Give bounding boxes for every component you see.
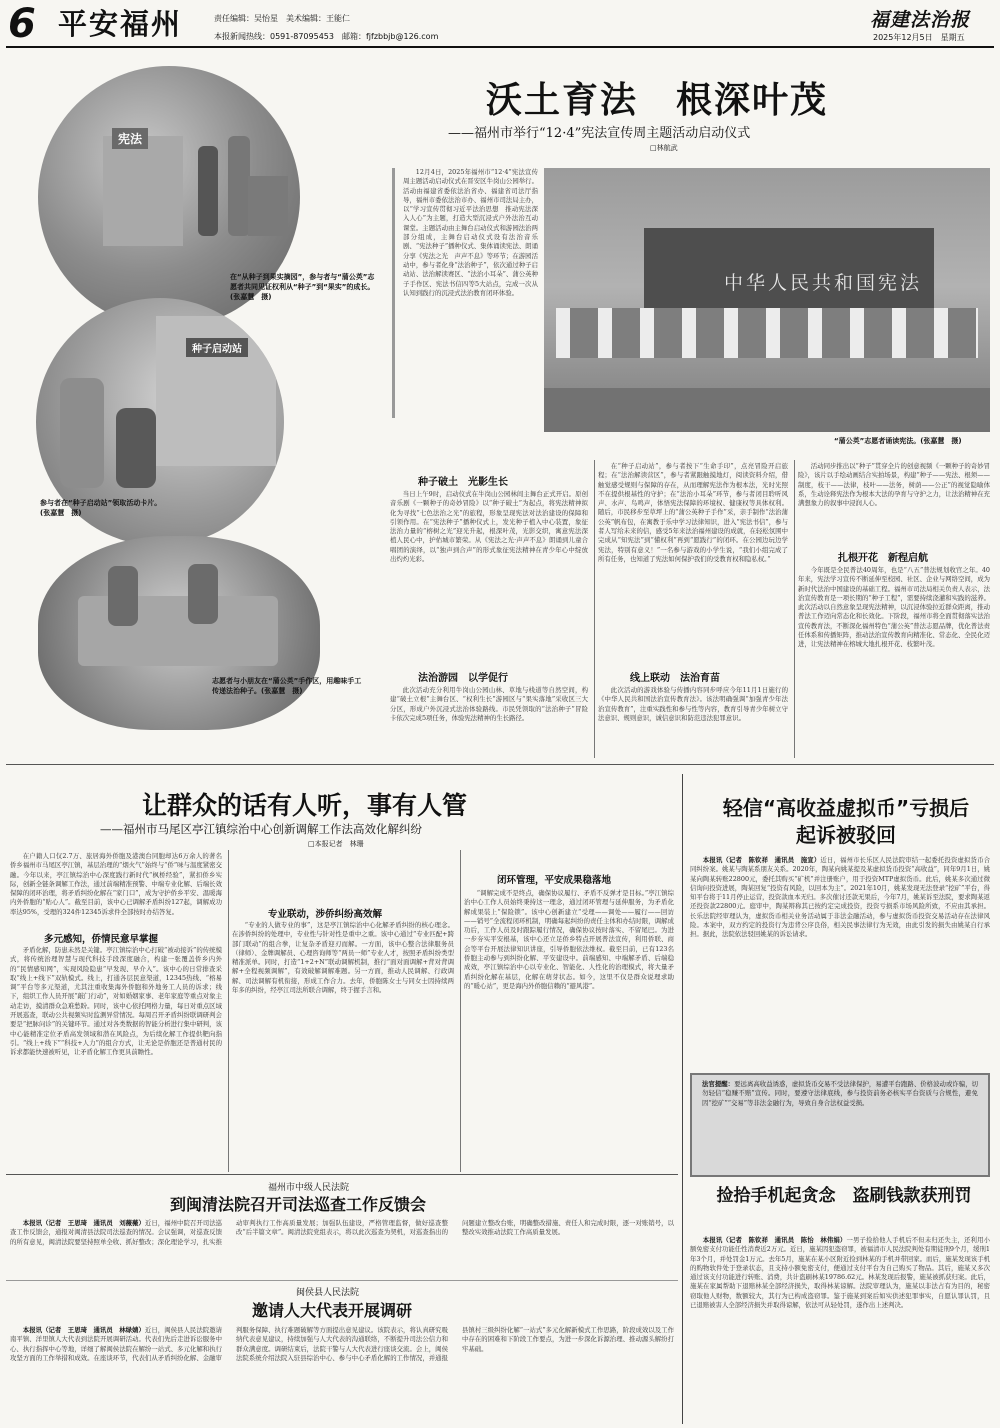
headline-phone-theft bbox=[710, 1184, 978, 1208]
byline-mediation: □本报记者 林珊 bbox=[308, 840, 364, 848]
section-garden-text: 此次活动充分利用牛岗山公园山林、草地与栈道等自然空间，构建“破土立根”主舞台区、“权利生长”游园区与“果实落地”采收区三大分区，形成户外沉浸式法治体验路线。市民凭领取的“法治种子”冒险卡依次完成5项任务，体验宪法精神的生长路径。 bbox=[390, 686, 588, 722]
inspection-text: 近日，福州中院召开司法巡查工作反馈会，通报对闽清县法院司法巡查的情况。会议强调，对巡查反馈的所有意见，闽清法院要坚持照单全收、抓好整改；深化理论学习，扎实推动审判执行工作高质量发展；加强队伍建设，严格管理监督，做好巡查整改“后半篇文章”。闽清法院党组表示，将以此次巡查为契机，对巡查指出的问题建立整改台账，明确整改措施、责任人和完成时限，逐一对账销号，以整改实效推动法院工作高质量发展。 bbox=[10, 1219, 674, 1246]
headline-crypto bbox=[716, 795, 976, 849]
section-closedloop-text: “调解完成不是终点，确保协议履行、矛盾不反弹才是目标。”亭江镇综治中心工作人员始终秉持这一理念，通过闭环管理与延伸服务，为矛盾化解成果装上“保险锁”。该中心创新建立“受理——调处——履行——回访——销号”全流程闭环机制，明确每起纠纷的责任主体和办结时限，调解成功后，工作人员及时跟踪履行情况，确保协议按时落实、不留尾巴。为进一步夯实平安根基，该中心还立足侨乡特点开展普法宣传，利用侨联、商会等平台开展法律知识讲座，引导侨胞依法维权。截至目前，已有123名侨胞主动参与到纠纷化解、平安建设中。前端感知、中端解矛盾、后端稳成效，亭江镇综治中心以专业化、智能化、人性化的治理模式，将大量矛盾纠纷化解在基层，化解在萌芽状态。如今，这里不仅是群众说理求助的“暖心站”，更是海内外侨胞信赖的“避风港”。 bbox=[464, 889, 674, 990]
npc-research-article bbox=[10, 1326, 674, 1424]
editor-line: 责任编辑：吴怡星 美术编辑：王能仁 bbox=[214, 14, 350, 23]
section-seed-title: 种子破土 光影生长 bbox=[418, 477, 508, 488]
headline-crypto-text: 轻信“高收益虚拟币”亏损后起诉被驳回 bbox=[722, 796, 970, 847]
section-title: 平安福州 bbox=[58, 7, 183, 41]
phone-theft-text: 一男子捡拾他人手机后不但未归还失主，还利用小额免密支付功能任性消费近2万元。近日，施某因犯盗窃罪，被福清市人民法院判处有期徒刑9个月，缓刑1年3个月，并处罚金1万元。去年5月，施某在某小区附近捡到林某的手机并带回家。而后，施某发现该手机的购物软件处于登录状态，且支持小额免密支付，便通过支付平台为自己购买了物品。其后，施某又多次通过该支付功能进行转账、消费，共计盗刷林某19786.62元。林某发现后报警，施某被抓获归案。此后，施某在家属帮助下退赔林某全部经济损失，取得林某谅解。法院审理认为，施某以非法占有为目的，秘密窃取他人财物，数额较大，其行为已构成盗窃罪。鉴于施某到案后如实供述犯罪事实，自愿认罪认罚，且已退赔被害人全部经济损失并取得谅解，依法可从轻处罚，遂作出上述判决。 bbox=[690, 1236, 990, 1310]
photo-handcraft-area bbox=[38, 536, 320, 730]
caption-handcraft-area: 志愿者与小朋友在“蒲公英”手作区，用趣味手工传递法治种子。(张嘉慧 摄) bbox=[212, 677, 362, 695]
page-number: 6 bbox=[8, 1, 36, 47]
section-rooting-title: 扎根开花 新程启航 bbox=[838, 553, 928, 564]
stage-banner: 中华人民共和国宪法 bbox=[724, 272, 923, 294]
headline-mediation: 让群众的话有人听，事有人管 bbox=[142, 791, 468, 820]
judge-tip-title: 法官提醒： bbox=[702, 1080, 735, 1088]
npc-research-text: 近日，闽侯县人民法院邀请南平镇、洋里镇人大代表到法院开展调研活动。代表们先后走进诉讼服务中心、执行指挥中心等地，详细了解闽侯法院在解纷一站式、多元化解和执行攻坚方面的工作举措和成效。在座谈环节，代表们从矛盾纠纷化解、金融审判服务保障、执行难题破解等方面提出意见建议。该院表示，将认真研究吸纳代表意见建议，持续加强与人大代表的沟通联络，不断提升司法公信力和群众满意度。调研结束后，法院干警与人大代表进行座谈交流。会上，闽侯法院系统介绍法院入驻县综治中心、参与中心矛盾化解的工作情况，并通报县镇村三级纠纷化解“一站式”多元化解新模式工作思路，阶段成效以及工作中存在的困难和下阶段工作要点，为进一步深化诉源治理、推动源头解纷打牢基础。 bbox=[10, 1326, 674, 1362]
judge-tip-box bbox=[690, 1073, 990, 1177]
section-closedloop-title: 闭环管理，平安成果稳落地 bbox=[497, 875, 612, 886]
byline-constitution: □林航武 bbox=[650, 144, 678, 152]
subhead-constitution: ——福州市举行“12·4”宪法宣传周主题活动启动仪式 bbox=[448, 126, 751, 141]
hotline-line: 本报新闻热线：0591-87095453 邮箱：fjfzbbjb@126.com bbox=[214, 32, 439, 41]
section-linkage-text: “专业的人做专业的事”，这是亭江镇综治中心化解矛盾纠纷的核心理念。在涉侨纠纷的处理中，专业性与针对性是重中之重。该中心通过“专业匹配+跨部门联动”的组合拳，让复杂矛盾迎刃而解。一方面，该中心整合法律服务员（律师）、金牌调解员、心理咨询师等“两员一师”专业人才，按照矛盾纠纷类型精准派单。同时，打造“1+2+N”联动调解机制，推行“面对面调解+背对背调解+全程视频调解”，有效破解调解难题。另一方面，推动人民调解、行政调解、司法调解有机衔接，形成工作合力。去年，侨胞陈女士与同女士因持续两年多的纠纷，经亭江司法所联合调解，终于握手言和。 bbox=[232, 921, 454, 995]
caption-seed-station: 参与者在“种子启动站”领取活动卡片。(张嘉慧 摄) bbox=[40, 499, 162, 517]
section-online-title: 线上联动 法治育苗 bbox=[630, 673, 720, 684]
photo-reading-constitution bbox=[544, 168, 990, 432]
kicker-intermediate-court: 福州市中级人民法院 bbox=[268, 1183, 350, 1193]
section-video-text: 活动同步推出以“种子”贯穿全片的创意视频《一颗种子的奇妙冒险》，该片以手绘动画结合实拍场景，构建“种子——宪法、根须——制度，枝干——法律，枝叶——法务，树荫——公正”的视觉隐喻体系，生动诠释宪法作为根本大法的孕育与守护之力，让法治精神在充满想象力的叙事中浸润人心。 bbox=[798, 462, 990, 508]
caption-fruit-garden: 在“从种子到果实摘园”，参与者与“蒲公英”志愿者共同见证权利从“种子”到“果实”的成长。(张嘉慧 摄) bbox=[230, 273, 375, 301]
inspection-byline: 本报讯（记者 王思琦 通讯员 刘薇薇） bbox=[22, 1219, 145, 1227]
headline-npc-research: 邀请人大代表开展调研 bbox=[252, 1301, 413, 1320]
section-seed-text: 当日上午9时，启动仪式在牛岗山公园林间主舞台正式开启。原创音乐剧《一颗种子的奇妙冒险》以“种子破土”为起点，将宪法精神拟化为寻找“七色法治之光”的旅程，形象呈现宪法对法治建设的保障和引领作用。在“宪法种子”播种仪式上，发光种子植入中心装置，象征法治力量的“榕树之光”迎光升起，根深叶茂，光影交织，寓意宪法深植人民心中，护佑城市繁荣。从《宪法之光·声声不息》朗诵到儿童合唱团的演绎，以“独声到合声”的形式象征宪法精神在青少年心中绽放出灼灼光彩。 bbox=[390, 490, 588, 564]
inspection-article bbox=[10, 1219, 674, 1277]
intro-constitution bbox=[392, 168, 538, 418]
section-garden-text-2: 在“种子启动站”，参与者按下“生命手印”，点亮冒险开启旅程；在“法治解读营区”，参与者紧跟触摸地灯，阅读资料介绍，借触觉感受规则与保障的存在，从而理解宪法作为根本法，光时光照不在提供根基性的守护；在“法治小耳朵”环节，参与者闭目聆听风声、水声、鸟鸣声，体悟宪法保障的环境权、健康权等具体权利。随后，市民移步至草坪上的“蒲公英种子手作”采，亲手制作“法治蒲公英”帆布包，在寓教于乐中学习法律知识，进入“宪法书信”，参与者人写给未来的信，感受5年来法治福州建设的成就，在轻松氛围中完成从“知宪法”到“懂权利”再到“愿践行”的闭环。在公园边玩边学宪法，特别有意义！”一名参与游戏的小学生说，“我们小组完成了所有任务，也知道了宪法如何保护我们的受教育权和隐私权。” bbox=[598, 462, 788, 563]
judge-tip-text: 要远离高收益诱惑，虚拟货币交易不受法律保护，易遭平台跑路、价格波动或诈骗，切勿轻信“稳赚不赔”宣传。同时，要遵守法律底线，参与投资前务必核实平台资质与合规性，避免因“挖矿”“交易”等非法金融行为，导致自身合法权益受损。 bbox=[702, 1080, 978, 1107]
paper-logo: 福建法治报 bbox=[870, 9, 971, 31]
intro-constitution-text: 12月4日，2025年福州市“12·4”宪法宣传周主题活动启动仪式在晋安区牛岗山公园举行。活动由福建省委依法治省办、福建省司法厅指导，福州市委依法治市办、福州市司法局主办，以“学习宣传贯彻习近平法治思想 推动宪法深入人心”为主题，打造大型沉浸式户外法治互动课堂。主题活动由主舞台启动仪式和游园法治两部分组成，主舞台启动仪式设有法治音乐剧、“宪法种子”播种仪式、集体诵读宪法、朗诵分享《宪法之光 声声不息》等环节；在游园活动中，参与者化身“法治种子”，依次通过种子启动站、法治解读赛区、“法治小耳朵”、蒲公英种子手作区、宪法书信四等5大站点，完成一次从认知到践行的沉浸式法治教育闭环体验。 bbox=[403, 168, 538, 297]
phone-theft-byline: 本报讯（记者 陈钦祥 通讯员 陈怡 林伟娟） bbox=[702, 1236, 847, 1244]
section-rooting-text: 今年既是全民普法40周年，也是“八五”普法规划收官之年。40年来，宪法学习宣传不断延伸至校园、社区、企业与网络空间，成为新时代法治中国建设的基础工程。福州市司法局相关负责人表示，法治宣传教育是一项长期的“种子工程”，需要持续浇灌和实践的滋养。此次活动以自然意象呈现宪法精神，以沉浸体验拉近群众距离，推动普法工作迈向常态化和长效化。下阶段，福州市将全面贯彻落实法治宣传教育法，不断深化福州特色“蒲公英”普法志愿品牌，优化普法责任体系和传播矩阵，推动法治宣传教育向精准化、常态化、全民化迈进，让宪法精神在榕城大地扎根开花、枝繁叶茂。 bbox=[798, 566, 990, 649]
phone-theft-article bbox=[690, 1236, 990, 1424]
crypto-text: 近日，福州市长乐区人民法院审结一起委托投资虚拟货币合同纠纷案。姚某与陶某系朋友关系。2020年，陶某向姚某提及某虚拟货币投资“高收益”，同年9月1日，姚某向陶某转账22800元，委托其购买“矿机”并注册账户，用于投资MTP虚拟货币。此后，姚某多次通过微信询问投资进展，陶某回复“投资有风险，以回本为主”。2021年10月，姚某发现无法登录“挖矿”平台，得知平台将于11月停止运营，投资款血本无归。多次催讨还款无果后，今年7月，姚某诉至法院，要求陶某返还投资款22800元。庭审中，陶某辩称其已按约定完成投资，投资亏损系市场风险所致，不应由其承担。长乐法院经审理认为，虚拟货币相关业务活动属于非法金融活动，参与虚拟货币投资交易活动存在法律风险。本案中，双方约定的投资行为违背公序良俗，相关民事法律行为无效，由此引发的损失由姚某自行承担。据此，法院依法驳回姚某的诉讼请求。 bbox=[690, 856, 990, 939]
section-perception-text: 矛盾化解，防患未然是关键。亭江镇综治中心打破“被动接诉”的传统模式，将传统治理智慧与现代科技手段深度融合，构建一张覆盖侨乡内外的“民情感知网”，实现风险隐患“早发现、早介入”。该中心的日常排查采取“线上+线下”双轨模式。线上，打通各层民意渠道，12345热线、“榕易调”平台等多元渠道，尤其注重收集海外侨胞和外地务工人员的诉求；线下，组织工作人员开展“敲门行动”，对如婚姻家事、老年家庭等重点对象主动走访，摸清群众急难愁盼。同时，该中心依托网格力量，每日对重点区域开展巡查，联动公共视频实时监测异常情况。每周召开矛盾纠纷联调研判会要是“把脉问诊”的关键环节。通过对各类数据的智能分析进行集中研判，该中心能精准定位矛盾高发领域和潜在风险点，为后续化解工作提供靶向指引。“线上+线下”“科技+人力”的组合方式，让无论是侨胞还是普通村民的诉求都能快速被听见，让矛盾化解工作更具前瞻性。 bbox=[10, 946, 222, 1057]
section-linkage-title: 专业联动，涉侨纠纷高效解 bbox=[268, 909, 383, 920]
caption-reading-constitution: “蒲公英”志愿者诵读宪法。(张嘉慧 摄) bbox=[834, 437, 962, 445]
crypto-byline: 本报讯（记者 陈钦祥 通讯员 施宣） bbox=[702, 856, 821, 864]
headline-constitution: 沃土育法 根深叶茂 bbox=[486, 80, 829, 121]
headline-inspection: 到闽清法院召开司法巡查工作反馈会 bbox=[170, 1195, 427, 1214]
headline-phone-theft-text: 捡拾手机起贪念 盗刷钱款获刑罚 bbox=[716, 1186, 972, 1206]
section-online-text: 此次活动的游戏体验与传播内容同步呼应今年11月1日施行的《中华人民共和国法治宣传教育法》。该法明确强调“加强青少年法治宣传教育”，注重实践性和参与性等内容，教育引导青少年树立守法意识、规则意识，诚信意识和防范违法犯罪意识。 bbox=[598, 686, 788, 722]
photo-sign-constitution: 宪法 bbox=[112, 128, 148, 149]
section-garden-title: 法治游园 以学促行 bbox=[418, 673, 508, 684]
photo-sign-seed-station: 种子启动站 bbox=[186, 338, 248, 357]
section-perception-title: 多元感知，侨情民意早掌握 bbox=[44, 934, 159, 945]
issue-date: 2025年12月5日 星期五 bbox=[873, 33, 965, 42]
subhead-mediation: ——福州市马尾区亭江镇综治中心创新调解工作法高效化解纠纷 bbox=[100, 822, 422, 836]
npc-research-byline: 本报讯（记者 王思琦 通讯员 林绿婧） bbox=[22, 1326, 145, 1334]
intro-mediation: 在户籍人口仅2.7万、旅居海外侨胞及港澳台同胞却达6万余人的著名侨乡福州市马尾区亭江镇，基层治理的“烟火气”始终与“侨”味与温度紧密交融。今年以来，亭江镇综治中心深度践行新时代“枫桥经验”，紧扣侨乡实际，创新全链条调解工作法，通过前端精准预警、中端专业化解、后端长效保障的闭环治理，将矛盾纠纷化解在“家门口”，成为守护侨乡平安、温暖海内外侨胞的“贴心人”。截至目前，该中心已调解矛盾纠纷127起，调解成功率达95%，受理的324件12345诉求件全部按时办结答复。 bbox=[10, 852, 222, 916]
crypto-article bbox=[690, 856, 990, 1068]
kicker-minhou-court: 闽侯县人民法院 bbox=[296, 1288, 360, 1298]
